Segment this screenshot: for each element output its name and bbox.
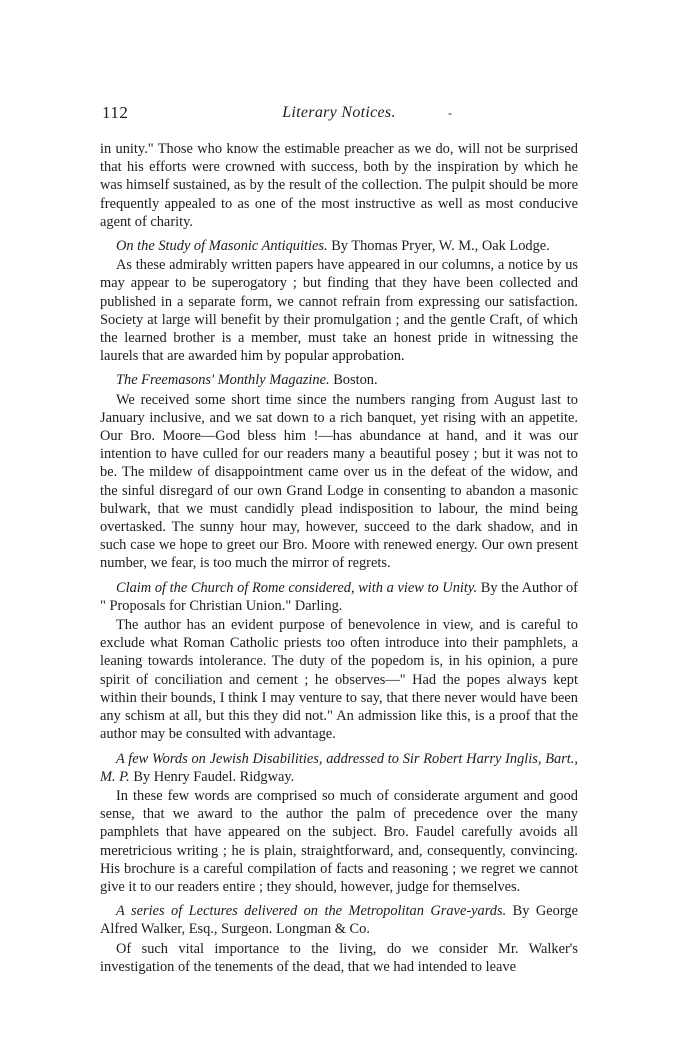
review-entry-heading <box>100 750 578 786</box>
work-details: Boston. <box>333 372 378 389</box>
work-details: By George Alfred Walker, Esq., Surgeon. Longman & Co. <box>100 903 578 938</box>
page <box>100 104 578 976</box>
review-paragraph: Of such vital importance to the living, do we consider Mr. Walker's investigation of the tenements of the dead, that we had intended to leave <box>100 940 578 975</box>
work-title: A series of Lectures delivered on the Metropolitan Grave-yards. <box>116 903 507 920</box>
work-title: Claim of the Church of Rome considered, with a view to Unity. <box>116 579 478 596</box>
work-details: By Henry Faudel. Ridgway. <box>133 768 295 785</box>
review-entry-heading <box>100 237 578 255</box>
review-paragraph: As these admirably written papers have appeared in our columns, a notice by us may appear to be superogatory ; but finding that they have been collected and published in a separate form, we cannot refrain from expressing our satisfaction. Society at large will benefit by their promulgation ; and the gentle Craft, of which the learned brother is a member, must take an honest pride in witnessing the laurels that are awarded him by popular approbation. <box>100 257 578 365</box>
running-head <box>100 104 578 132</box>
review-entry-heading <box>100 902 578 938</box>
running-title: Literary Notices. <box>282 104 396 121</box>
page-number: 112 <box>102 103 129 122</box>
paragraph-continuation: in unity." Those who know the estimable preacher as we do, will not be surprised that his efforts were crowned with success, both by the inspiration by which he was himself sustained, as by the result of the collection. The pulpit should be more frequently appealed to as one of the most instructive as well as most conducive agent of charity. <box>100 141 578 230</box>
work-title: A few Words on Jewish Disabilities, addressed to Sir Robert Harry Inglis, Bart., M. P. <box>100 750 578 785</box>
header-mark: - <box>448 106 452 120</box>
review-entry-heading <box>100 371 578 389</box>
body-text <box>100 140 578 976</box>
review-entry-heading <box>100 579 578 615</box>
work-details: By the Author of " Proposals for Christian Union." Darling. <box>100 579 578 614</box>
work-title: On the Study of Masonic Antiquities. <box>116 238 328 255</box>
work-details: By Thomas Pryer, W. M., Oak Lodge. <box>331 238 550 255</box>
review-paragraph: In these few words are comprised so much of considerate argument and good sense, that we award to the author the palm of precedence over the many pamphlets that have appeared on the subject. Bro. Faudel carefully avoids all meretricious writing ; he is plain, straightforward, and, consequently, convincing. His brochure is a careful compilation of facts and reasoning ; we regret we cannot give it to our readers entire ; they should, however, judge for themselves. <box>100 787 578 895</box>
review-paragraph: The author has an evident purpose of benevolence in view, and is careful to exclude what Roman Catholic priests too often introduce into their pamphlets, a leaning towards intolerance. The duty of the popedom is, in his opinion, a pure spirit of conciliation and cement ; he observes—" Had the popes always kept within their bounds, I think I may venture to say, that there never would have been any schism at all, but this they did not." An admission like this, is a proof that the author may be consulted with advantage. <box>100 617 578 743</box>
review-paragraph: We received some short time since the numbers ranging from August last to January inclusive, and we sat down to a rich banquet, yet rising with an appetite. Our Bro. Moore—God bless him !—has abundance at hand, and it was our intention to have culled for our readers many a beautiful posey ; but it was not to be. The mildew of disappointment came over us in the defeat of the widow, and the sinful disregard of our own Grand Lodge in consenting to abandon a masonic bulwark, that we must candidly plead indisposition to labour, the mind being overtasked. The sunny hour may, however, succeed to the dark shadow, and in such case we hope to greet our Bro. Moore with renewed energy. Our own present number, we fear, is too much the mirror of regrets. <box>100 391 578 572</box>
work-title: The Freemasons' Monthly Magazine. <box>116 372 330 389</box>
